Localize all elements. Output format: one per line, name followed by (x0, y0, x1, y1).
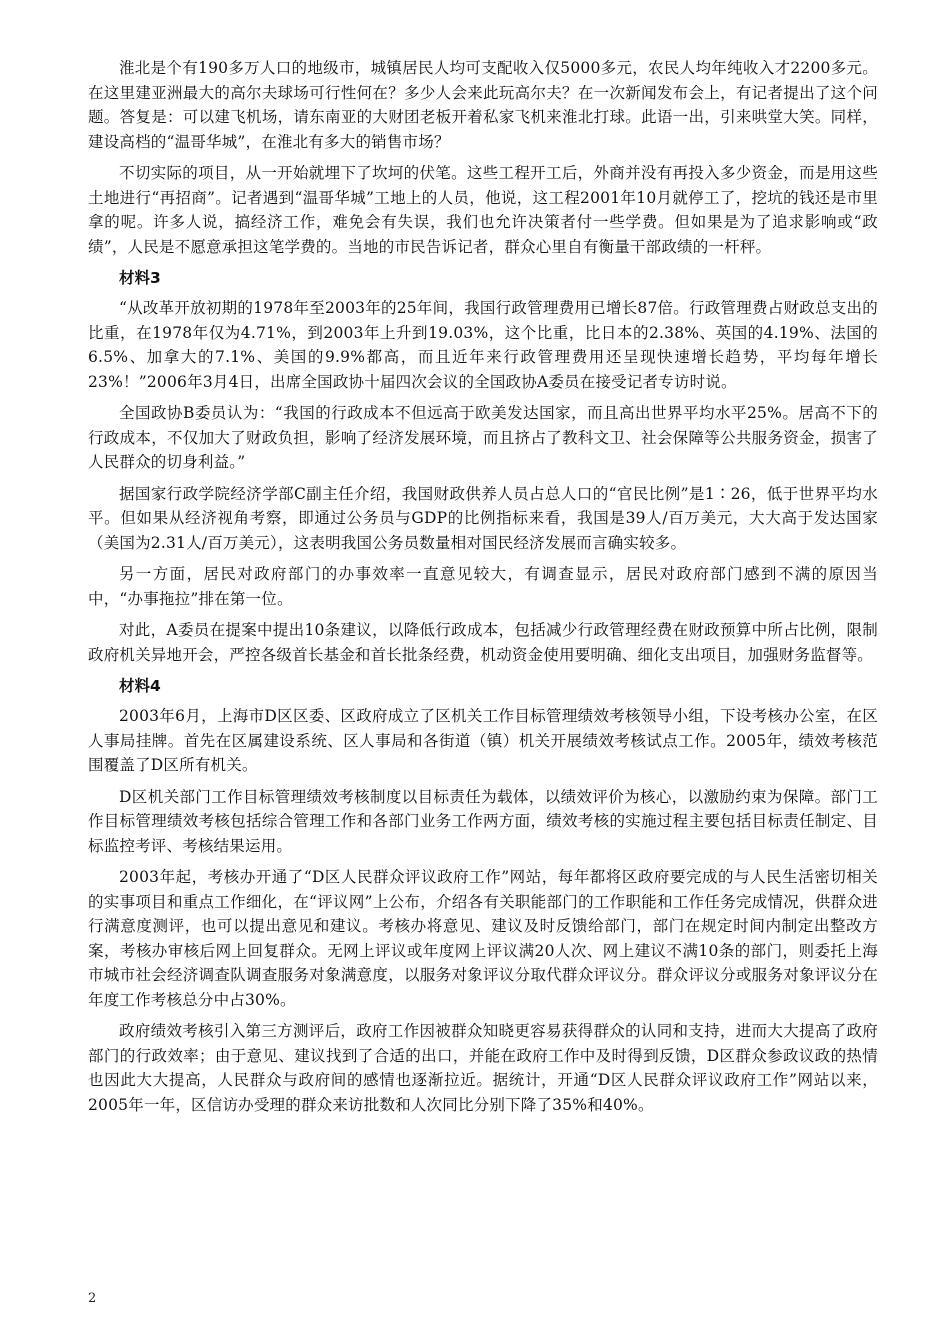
paragraph: 另一方面，居民对政府部门的办事效率一直意见较大，有调查显示，居民对政府部门感到不满的原因当中，“办事拖拉”排在第一位。 (88, 565, 878, 608)
paragraph: 淮北是个有190多万人口的地级市，城镇居民人均可支配收入仅5000多元，农民人均年纯收入才2200多元。在这里建亚洲最大的高尔夫球场可行性何在？多少人会来此玩高尔夫？在一次新闻发布会上，有记者提出了这个问题。答复是：可以建飞机场，请东南亚的大财团老板开着私家飞机来淮北打球。此语一出，引来哄堂大笑。同样，建设高档的“温哥华城”，在淮北有多大的销售市场？ (88, 59, 878, 151)
section-heading-material-3: 材料3 (119, 269, 161, 287)
page-number: 2 (88, 1291, 97, 1306)
paragraph: 全国政协B委员认为：“我国的行政成本不但远高于欧美发达国家，而且高出世界平均水平25%。居高不下的行政成本，不仅加大了财政负担，影响了经济发展环境，而且挤占了教科文卫、社会保障等公共服务资金，损害了人民群众的切身利益。” (88, 404, 878, 471)
paragraph: 2003年6月，上海市D区区委、区政府成立了区机关工作目标管理绩效考核领导小组，下设考核办公室，在区人事局挂牌。首先在区属建设系统、区人事局和各街道（镇）机关开展绩效考核试点工作。2005年，绩效考核范围覆盖了D区所有机关。 (88, 707, 878, 774)
paragraph: “从改革开放初期的1978年至2003年的25年间，我国行政管理费用已增长87倍。行政管理费占财政总支出的比重，在1978年仅为4.71%，到2003年上升到19.03%，这个比重，比日本的2.38%、英国的4.19%、法国的6.5%、加拿大的7.1%、美国的9.9%都高，而且近年来行政管理费用还呈现快速增长趋势，平均每年增长23%！”2006年3月4日，出席全国政协十届四次会议的全国政协A委员在接受记者专访时说。 (88, 299, 878, 391)
section-heading-material-4: 材料4 (119, 677, 161, 695)
paragraph: 据国家行政学院经济学部C副主任介绍，我国财政供养人员占总人口的“官民比例”是1∶26，低于世界平均水平。但如果从经济视角考察，即通过公务员与GDP的比例指标来看，我国是39人/百万美元，大大高于发达国家（美国为2.31人/百万美元），这表明我国公务员数量相对国民经济发展而言确实较多。 (88, 484, 878, 552)
paragraph: 2003年起，考核办开通了“D区人民群众评议政府工作”网站，每年都将区政府要完成的与人民生活密切相关的实事项目和重点工作细化，在“评议网”上公布，介绍各有关职能部门的工作职能和工作任务完成情况，供群众进行满意度测评，也可以提出意见和建议。考核办将意见、建议及时反馈给部门，部门在规定时间内制定出整改方案，考核办审核后网上回复群众。无网上评议或年度网上评议满20人次、网上建议不满10条的部门，则委托上海市城市社会经济调查队调查服务对象满意度，以服务对象评议分取代群众评议分。群众评议分或服务对象评议分在年度工作考核总分中占30%。 (88, 868, 878, 1009)
paragraph: 政府绩效考核引入第三方测评后，政府工作因被群众知晓更容易获得群众的认同和支持，进而大大提高了政府部门的行政效率；由于意见、建议找到了合适的出口，并能在政府工作中及时得到反馈，D区群众参政议政的热情也因此大大提高，人民群众与政府间的感情也逐渐拉近。据统计，开通“D区人民群众评议政府工作”网站以来，2005年一年，区信访办受理的群众来访批数和人次同比分别下降了35%和40%。 (88, 1022, 878, 1114)
document-page (88, 56, 878, 1124)
paragraph: 对此，A委员在提案中提出10条建议，以降低行政成本，包括减少行政管理经费在财政预算中所占比例，限制政府机关异地开会，严控各级首长基金和首长批条经费，机动资金使用要明确、细化支出项目，加强财务监督等。 (88, 621, 878, 664)
paragraph: 不切实际的项目，从一开始就埋下了坎坷的伏笔。这些工程开工后，外商并没有再投入多少资金，而是用这些土地进行“再招商”。记者遇到“温哥华城”工地上的人员，他说，这工程2001年10月就停工了，挖坑的钱还是市里拿的呢。许多人说，搞经济工作，难免会有失误，我们也允许决策者付一些学费。但如果是为了追求影响或“政绩”，人民是不愿意承担这笔学费的。当地的市民告诉记者，群众心里自有衡量干部政绩的一杆秤。 (88, 164, 878, 256)
paragraph: D区机关部门工作目标管理绩效考核制度以目标责任为载体，以绩效评价为核心，以激励约束为保障。部门工作目标管理绩效考核包括综合管理工作和各部门业务工作两方面，绩效考核的实施过程主要包括目标责任制定、目标监控考评、考核结果运用。 (88, 787, 878, 855)
